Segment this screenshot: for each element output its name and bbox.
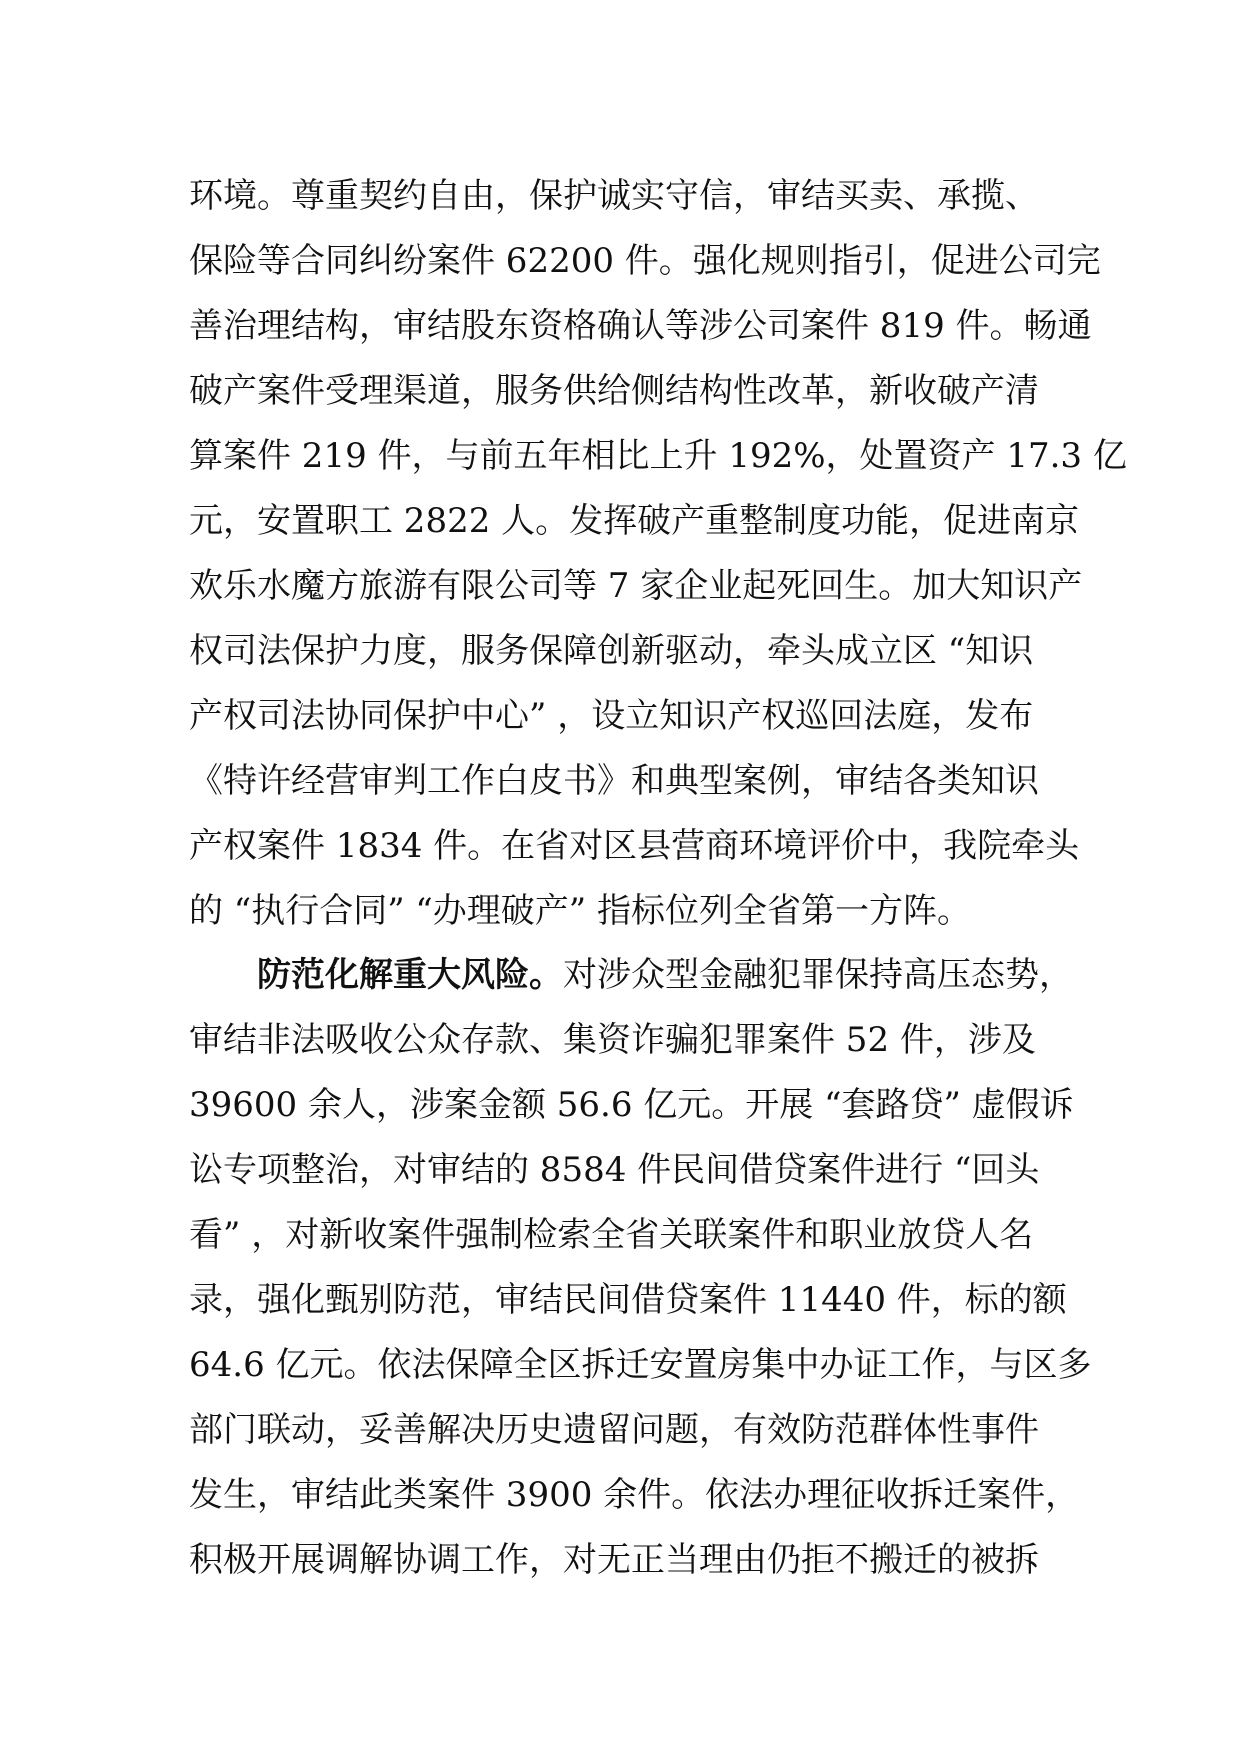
- paragraph-line: 审结非法吸收公众存款、集资诈骗犯罪案件 52 件，涉及: [189, 1020, 1036, 1060]
- paragraph-line: 看” ，对新收案件强制检索全省关联案件和职业放贷人名: [189, 1215, 1034, 1255]
- paragraph-line: 积极开展调解协调工作，对无正当理由仍拒不搬迁的被拆: [189, 1540, 1039, 1580]
- paragraph-line: 产权司法协同保护中心” ，设立知识产权巡回法庭，发布: [189, 696, 1034, 736]
- paragraph-first-line: [189, 943, 1073, 1008]
- paragraph-line-text: 对涉众型金融犯罪保持高压态势，: [563, 955, 1073, 995]
- paragraph-line: 欢乐水魔方旅游有限公司等 7 家企业起死回生。加大知识产: [189, 566, 1083, 606]
- paragraph-line: 的 “执行合同” “办理破产” 指标位列全省第一方阵。: [189, 891, 971, 931]
- section-heading: 防范化解重大风险。: [257, 955, 563, 995]
- paragraph-line: 录，强化甄别防范，审结民间借贷案件 11440 件，标的额: [189, 1280, 1067, 1320]
- paragraph-line: 保险等合同纠纷案件 62200 件。强化规则指引，促进公司完: [189, 241, 1101, 281]
- paragraph-line: 环境。尊重契约自由，保护诚实守信，审结买卖、承揽、: [189, 176, 1039, 216]
- paragraph-line: 部门联动，妥善解决历史遗留问题，有效防范群体性事件: [189, 1410, 1039, 1450]
- paragraph-1: [189, 164, 1127, 944]
- paragraph-line: 权司法保护力度，服务保障创新驱动，牵头成立区 “知识: [189, 631, 1034, 671]
- paragraph-2: [189, 943, 1092, 1593]
- paragraph-line: 39600 余人，涉案金额 56.6 亿元。开展 “套路贷” 虚假诉: [189, 1085, 1074, 1125]
- paragraph-line: 发生，审结此类案件 3900 余件。依法办理征收拆迁案件，: [189, 1475, 1080, 1515]
- paragraph-line: 善治理结构，审结股东资格确认等涉公司案件 819 件。畅通: [189, 306, 1092, 346]
- paragraph-line: 算案件 219 件，与前五年相比上升 192%，处置资产 17.3 亿: [189, 436, 1127, 476]
- paragraph-line: 破产案件受理渠道，服务供给侧结构性改革，新收破产清: [189, 371, 1039, 411]
- paragraph-line: 产权案件 1834 件。在省对区县营商环境评价中，我院牵头: [189, 826, 1080, 866]
- paragraph-line: 64.6 亿元。依法保障全区拆迁安置房集中办证工作，与区多: [189, 1345, 1092, 1385]
- paragraph-line: 元，安置职工 2822 人。发挥破产重整制度功能，促进南京: [189, 501, 1080, 541]
- paragraph-line: 讼专项整治，对审结的 8584 件民间借贷案件进行 “回头: [189, 1150, 1040, 1190]
- paragraph-line: 《特许经营审判工作白皮书》和典型案例，审结各类知识: [189, 761, 1039, 801]
